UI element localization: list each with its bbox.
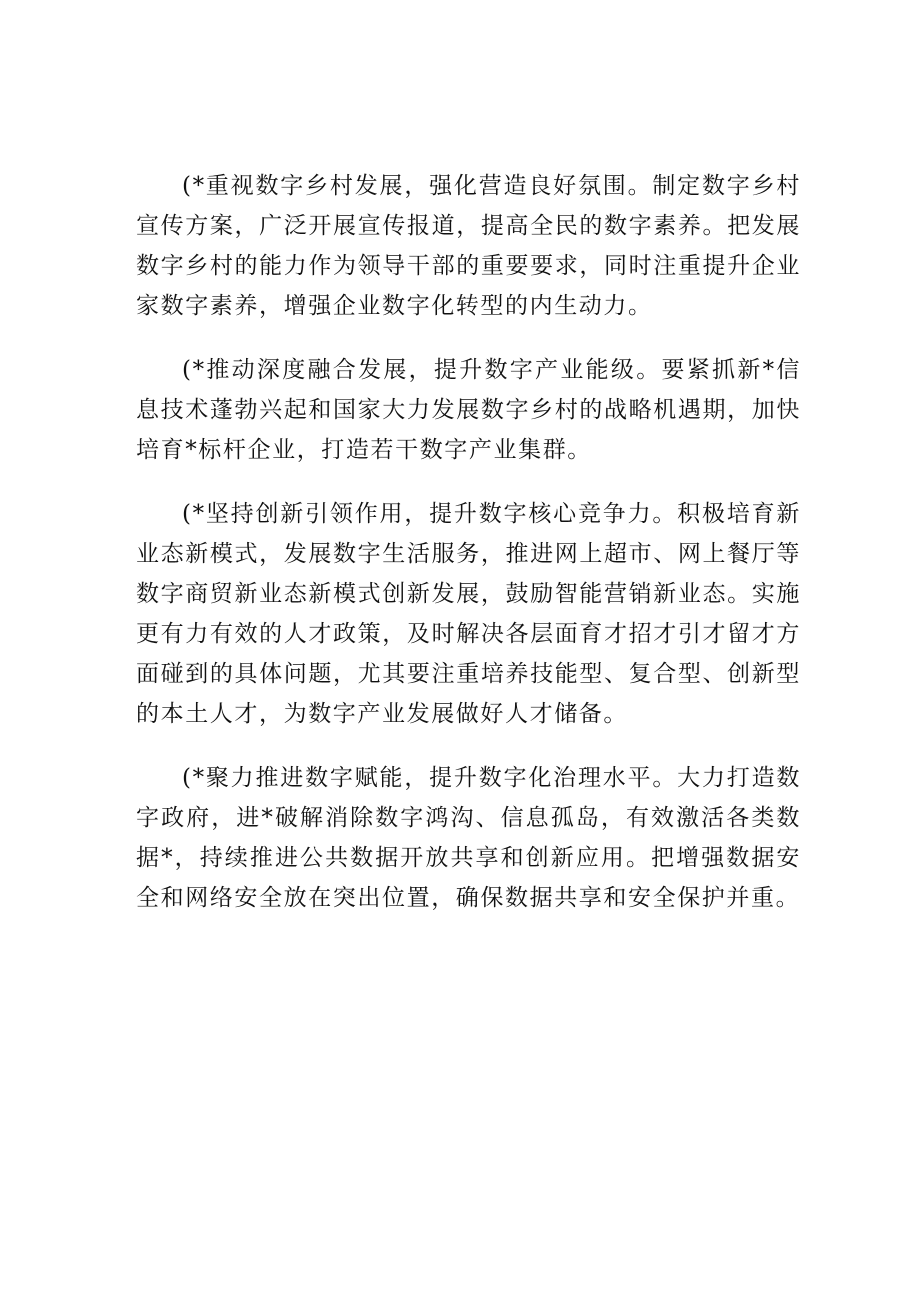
document-body bbox=[136, 166, 801, 942]
paragraph-3: (*坚持创新引领作用，提升数字核心竞争力。积极培育新业态新模式，发展数字生活服务，推进网上超市、网上餐厅等数字商贸新业态新模式创新发展，鼓励智能营销新业态。实施更有力有效的人才政策，及时解决各层面育才招才引才留才方面碰到的具体问题，尤其要注重培养技能型、复合型、创新型的本土人才，为数字产业发展做好人才储备。 bbox=[136, 501, 801, 727]
paragraph-4: (*聚力推进数字赋能，提升数字化治理水平。大力打造数字政府，进*破解消除数字鸿沟、信息孤岛，有效激活各类数据*，持续推进公共数据开放共享和创新应用。把增强数据安全和网络安全放在突出位置，确保数据共享和安全保护并重。 bbox=[136, 765, 801, 911]
paragraph-2: (*推动深度融合发展，提升数字产业能级。要紧抓新*信息技术蓬勃兴起和国家大力发展数字乡村的战略机遇期，加快培育*标杆企业，打造若干数字产业集群。 bbox=[136, 357, 801, 463]
paragraph-1: (*重视数字乡村发展，强化营造良好氛围。制定数字乡村宣传方案，广泛开展宣传报道，提高全民的数字素养。把发展数字乡村的能力作为领导干部的重要要求，同时注重提升企业家数字素养，增强企业数字化转型的内生动力。 bbox=[136, 173, 801, 319]
